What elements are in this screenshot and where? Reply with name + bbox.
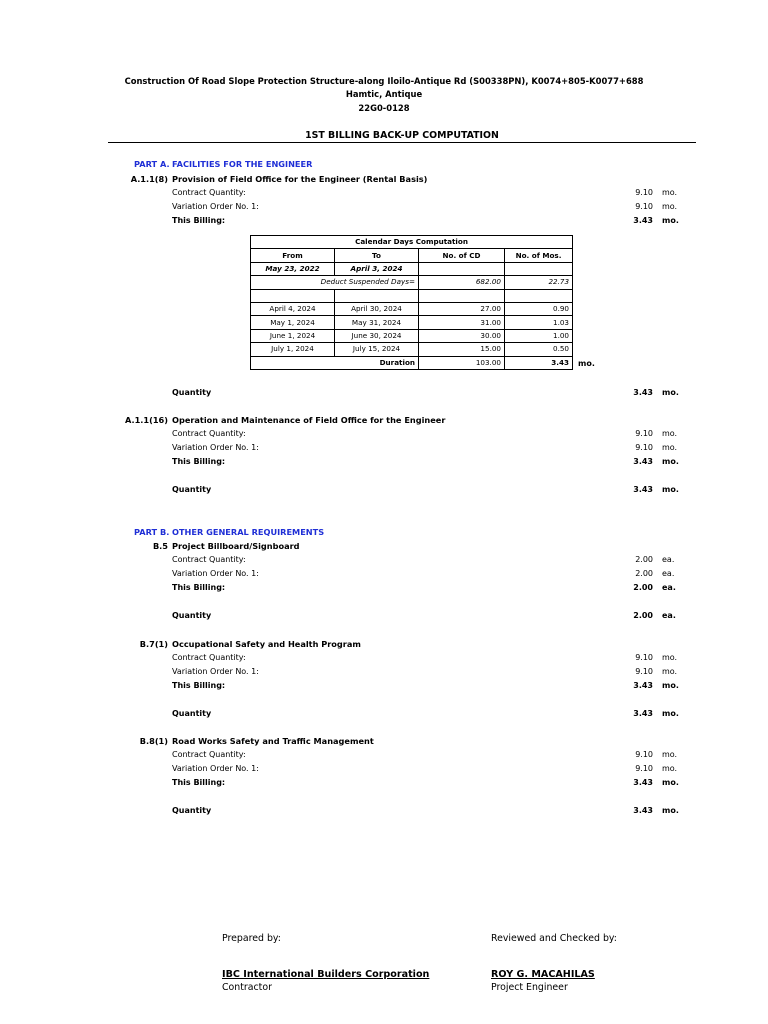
item-a118-title: Provision of Field Office for the Engineer (Rental Basis) xyxy=(172,174,428,184)
variation-order-label: Variation Order No. 1: xyxy=(172,569,259,578)
title-divider xyxy=(108,142,696,143)
contract-quantity-value: 9.10 xyxy=(635,188,653,197)
part-a-code: PART A. xyxy=(134,159,170,169)
duration-mos: 3.43 xyxy=(505,356,573,369)
item-b71-title: Occupational Safety and Health Program xyxy=(172,639,361,649)
project-name: Construction Of Road Slope Protection Structure-along Iloilo-Antique Rd (S00338PN), K0074+805-K0077+688 xyxy=(124,76,644,86)
unit: ea. xyxy=(662,555,675,564)
unit: mo. xyxy=(662,750,678,759)
item-b81-code: B.8(1) xyxy=(139,736,168,746)
contract-quantity-value: 9.10 xyxy=(635,750,653,759)
row-to: July 15, 2024 xyxy=(335,343,419,356)
contract-quantity-label: Contract Quantity: xyxy=(172,188,246,197)
row-to: May 31, 2024 xyxy=(335,316,419,329)
contract-quantity-value: 9.10 xyxy=(635,653,653,662)
unit: mo. xyxy=(662,764,678,773)
deduct-suspended-mos: 22.73 xyxy=(505,276,573,289)
calendar-days-table xyxy=(250,235,573,370)
unit: mo. xyxy=(662,485,679,494)
part-a-title: FACILITIES FOR THE ENGINEER xyxy=(172,159,313,169)
quantity-label: Quantity xyxy=(172,806,212,815)
contract-quantity-value: 9.10 xyxy=(635,429,653,438)
item-a118-code: A.1.1(8) xyxy=(130,174,168,184)
contract-quantity-label: Contract Quantity: xyxy=(172,429,246,438)
this-billing-value: 3.43 xyxy=(633,216,653,225)
row-from: May 1, 2024 xyxy=(251,316,335,329)
unit: mo. xyxy=(662,388,679,397)
table-row xyxy=(251,329,573,342)
quantity-value: 3.43 xyxy=(633,485,653,494)
duration-cd: 103.00 xyxy=(419,356,505,369)
part-b-code: PART B. xyxy=(134,527,170,537)
row-cd: 27.00 xyxy=(419,302,505,315)
quantity-value: 3.43 xyxy=(633,806,653,815)
this-billing-value: 3.43 xyxy=(633,681,653,690)
variation-order-value: 9.10 xyxy=(635,443,653,452)
quantity-label: Quantity xyxy=(172,388,212,397)
unit: mo. xyxy=(662,681,679,690)
table-row xyxy=(251,302,573,315)
col-header-to: To xyxy=(335,249,419,262)
unit: mo. xyxy=(662,667,678,676)
this-billing-label: This Billing: xyxy=(172,681,226,690)
reviewed-by-role: Project Engineer xyxy=(491,982,568,993)
deduct-suspended-label: Deduct Suspended Days= xyxy=(251,276,419,289)
deduct-suspended-cd: 682.00 xyxy=(419,276,505,289)
prepared-by-name: IBC International Builders Corporation xyxy=(222,969,430,980)
reviewed-by-name: ROY G. MACAHILAS xyxy=(491,969,595,980)
row-cd: 30.00 xyxy=(419,329,505,342)
table-row xyxy=(251,343,573,356)
page-title: 1ST BILLING BACK-UP COMPUTATION xyxy=(305,130,499,141)
project-location: Hamtic, Antique xyxy=(345,89,423,99)
unit: mo. xyxy=(662,457,679,466)
unit: mo. xyxy=(662,216,679,225)
this-billing-value: 2.00 xyxy=(633,583,653,592)
unit: mo. xyxy=(662,653,678,662)
table-row xyxy=(251,316,573,329)
unit: ea. xyxy=(662,583,676,592)
variation-order-label: Variation Order No. 1: xyxy=(172,764,259,773)
contract-id: 22G0-0128 xyxy=(358,103,410,113)
col-header-from: From xyxy=(251,249,335,262)
row-mos: 1.03 xyxy=(505,316,573,329)
item-b5-code: B.5 xyxy=(152,541,168,551)
unit: mo. xyxy=(662,429,678,438)
this-billing-label: This Billing: xyxy=(172,583,226,592)
variation-order-label: Variation Order No. 1: xyxy=(172,443,259,452)
row-mos: 1.00 xyxy=(505,329,573,342)
contract-quantity-label: Contract Quantity: xyxy=(172,750,246,759)
contract-quantity-label: Contract Quantity: xyxy=(172,653,246,662)
quantity-value: 3.43 xyxy=(633,388,653,397)
duration-label: Duration xyxy=(251,356,419,369)
this-billing-label: This Billing: xyxy=(172,778,226,787)
reviewed-by-label: Reviewed and Checked by: xyxy=(491,933,617,944)
quantity-value: 2.00 xyxy=(633,611,653,620)
variation-order-value: 9.10 xyxy=(635,764,653,773)
item-a1116-title: Operation and Maintenance of Field Office for the Engineer xyxy=(172,415,446,425)
unit: ea. xyxy=(662,569,675,578)
variation-order-value: 9.10 xyxy=(635,202,653,211)
prepared-by-label: Prepared by: xyxy=(222,933,281,944)
row-to: April 30, 2024 xyxy=(335,302,419,315)
variation-order-label: Variation Order No. 1: xyxy=(172,667,259,676)
quantity-value: 3.43 xyxy=(633,709,653,718)
variation-order-value: 2.00 xyxy=(635,569,653,578)
item-b81-title: Road Works Safety and Traffic Management xyxy=(172,736,374,746)
row-to: June 30, 2024 xyxy=(335,329,419,342)
unit: ea. xyxy=(662,611,676,620)
row-cd: 31.00 xyxy=(419,316,505,329)
unit: mo. xyxy=(662,778,679,787)
row-cd: 15.00 xyxy=(419,343,505,356)
unit: mo. xyxy=(662,188,678,197)
row-mos: 0.90 xyxy=(505,302,573,315)
unit: mo. xyxy=(662,709,679,718)
unit: mo. xyxy=(662,202,678,211)
row-mos: 0.50 xyxy=(505,343,573,356)
row-from: July 1, 2024 xyxy=(251,343,335,356)
part-b-title: OTHER GENERAL REQUIREMENTS xyxy=(172,527,325,537)
unit: mo. xyxy=(662,443,678,452)
duration-unit: mo. xyxy=(578,359,595,368)
start-to-date: April 3, 2024 xyxy=(335,262,419,275)
calendar-table-title: Calendar Days Computation xyxy=(251,236,573,249)
col-header-mos: No. of Mos. xyxy=(505,249,573,262)
start-from-date: May 23, 2022 xyxy=(251,262,335,275)
item-b5-title: Project Billboard/Signboard xyxy=(172,541,300,551)
quantity-label: Quantity xyxy=(172,709,212,718)
quantity-label: Quantity xyxy=(172,611,212,620)
quantity-label: Quantity xyxy=(172,485,212,494)
unit: mo. xyxy=(662,806,679,815)
this-billing-label: This Billing: xyxy=(172,216,226,225)
this-billing-value: 3.43 xyxy=(633,457,653,466)
item-a1116-code: A.1.1(16) xyxy=(125,415,168,425)
this-billing-value: 3.43 xyxy=(633,778,653,787)
this-billing-label: This Billing: xyxy=(172,457,226,466)
variation-order-label: Variation Order No. 1: xyxy=(172,202,259,211)
col-header-cd: No. of CD xyxy=(419,249,505,262)
row-from: June 1, 2024 xyxy=(251,329,335,342)
row-from: April 4, 2024 xyxy=(251,302,335,315)
variation-order-value: 9.10 xyxy=(635,667,653,676)
prepared-by-role: Contractor xyxy=(222,982,272,993)
contract-quantity-value: 2.00 xyxy=(635,555,653,564)
item-b71-code: B.7(1) xyxy=(139,639,168,649)
contract-quantity-label: Contract Quantity: xyxy=(172,555,246,564)
